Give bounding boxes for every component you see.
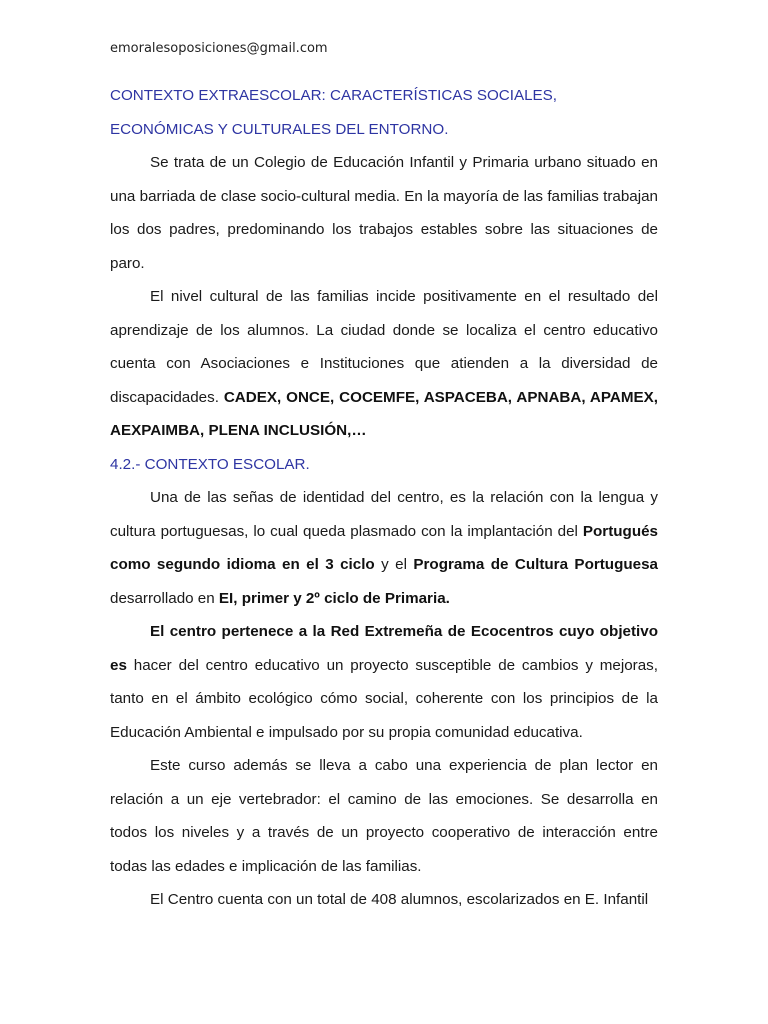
identidad-bold-programa: Programa de Cultura Portuguesa [413, 556, 658, 573]
paragraph-plan-lector: Este curso además se lleva a cabo una experiencia de plan lector en relación a un eje vertebrador: el camino de las emociones. Se desarrolla en todos los niveles y a través de un proyecto cooperativo de interacción entre todas las edades e implicación de las familias. [110, 757, 658, 875]
identidad-text-c: y el [374, 556, 414, 573]
identidad-text-a: Una de las señas de identidad del centro, es la relación con la lengua y cultura portuguesas, lo cual queda plasmado con la implantación del [110, 489, 658, 540]
ecocentros-bold: El centro pertenece a la Red Extremeña de Ecocentros cuyo objetivo es [110, 623, 658, 674]
paragraph-alumnos: El Centro cuenta con un total de 408 alumnos, escolarizados en E. Infantil [150, 891, 649, 908]
ecocentros-text: hacer del centro educativo un proyecto susceptible de cambios y mejoras, tanto en el ámbito ecológico cómo social, coherente con los principios de la Educación Ambiental e impulsado por su propia comunidad educativa. [110, 656, 658, 741]
heading-line-1: CONTEXTO EXTRAESCOLAR: CARACTERÍSTICAS SOCIALES, [110, 87, 558, 104]
associations-list: CADEX, ONCE, COCEMFE, ASPACEBA, APNABA, APAMEX, AEXPAIMBA, PLENA INCLUSIÓN,… [110, 388, 658, 439]
paragraph-identidad [110, 481, 658, 615]
identidad-text-e: desarrollado en [110, 589, 219, 607]
section-heading-extraescolar [110, 79, 658, 146]
heading-line-2: ECONÓMICAS Y CULTURALES DEL ENTORNO. [110, 120, 449, 138]
identidad-bold-ciclos: EI, primer y 2º ciclo de Primaria. [218, 589, 450, 607]
section-heading-escolar: 4.2.- CONTEXTO ESCOLAR. [110, 455, 310, 473]
document-body [110, 79, 658, 917]
paragraph-colegio: Se trata de un Colegio de Educación Infantil y Primaria urbano situado en una barriada de clase socio-cultural media. En la mayoría de las familias trabajan los dos padres, predominando los trabajos estables sobre las situaciones de paro. [110, 154, 658, 272]
paragraph-nivel-cultural [110, 280, 658, 448]
paragraph-ecocentros [110, 615, 658, 749]
paragraph-nivel-cultural-text: El nivel cultural de las familias incide positivamente en el resultado del aprendizaje de los alumnos. La ciudad donde se localiza el centro educativo cuenta con Asociaciones e Instituciones que atienden a la diversidad de discapacidades. [110, 288, 658, 406]
header-email: emoralesoposiciones@gmail.com [110, 41, 328, 56]
identidad-bold-portugues: Portugués como segundo idioma en el 3 ciclo [110, 522, 658, 573]
